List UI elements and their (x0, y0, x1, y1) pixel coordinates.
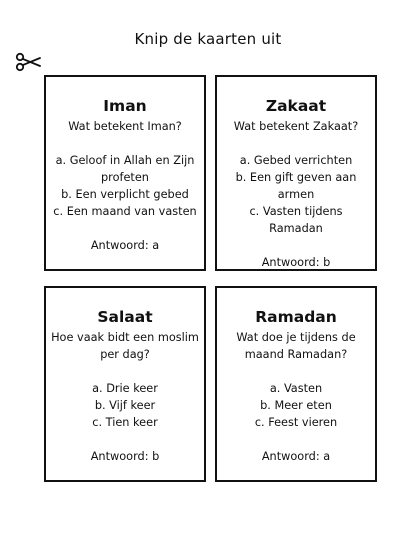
card-option: b. Meer eten (260, 399, 332, 412)
card-option: a. Vasten (269, 382, 323, 395)
card-option: a. Gebed verrichten (239, 154, 353, 167)
scissors-icon (15, 52, 41, 72)
quiz-card-ramadan (215, 286, 377, 482)
card-options (217, 380, 375, 431)
card-options (217, 152, 375, 237)
card-answer: Antwoord: b (261, 256, 331, 269)
card-title: Iman (103, 97, 147, 115)
card-option: c. Feest vieren (254, 416, 338, 429)
card-title: Zakaat (265, 97, 327, 115)
card-title: Salaat (97, 308, 153, 326)
card-question: Wat doe je tijdens de maand Ramadan? (236, 331, 356, 361)
card-options (46, 152, 204, 220)
card-option: c. Vasten tijdens Ramadan (249, 205, 343, 235)
card-option: b. Vijf keer (94, 399, 156, 412)
card-question: Wat betekent Iman? (68, 120, 182, 133)
card-option: a. Drie keer (92, 382, 158, 395)
card-answer: Antwoord: a (90, 239, 160, 252)
page-title: Knip de kaarten uit (134, 30, 282, 48)
card-question: Wat betekent Zakaat? (233, 120, 359, 133)
quiz-card-salaat (44, 286, 206, 482)
card-answer: Antwoord: a (261, 450, 331, 463)
card-option: b. Een verplicht gebed (61, 188, 189, 201)
card-option: a. Geloof in Allah en Zijn profeten (55, 154, 195, 184)
card-option: c. Een maand van vasten (53, 205, 197, 218)
card-answer: Antwoord: b (90, 450, 160, 463)
card-title: Ramadan (255, 308, 337, 326)
card-options (46, 380, 204, 431)
card-question: Hoe vaak bidt een moslim per dag? (51, 331, 199, 361)
card-option: b. Een gift geven aan armen (235, 171, 357, 201)
quiz-card-zakaat (215, 75, 377, 271)
card-option: c. Tien keer (92, 416, 158, 429)
quiz-card-iman (44, 75, 206, 271)
